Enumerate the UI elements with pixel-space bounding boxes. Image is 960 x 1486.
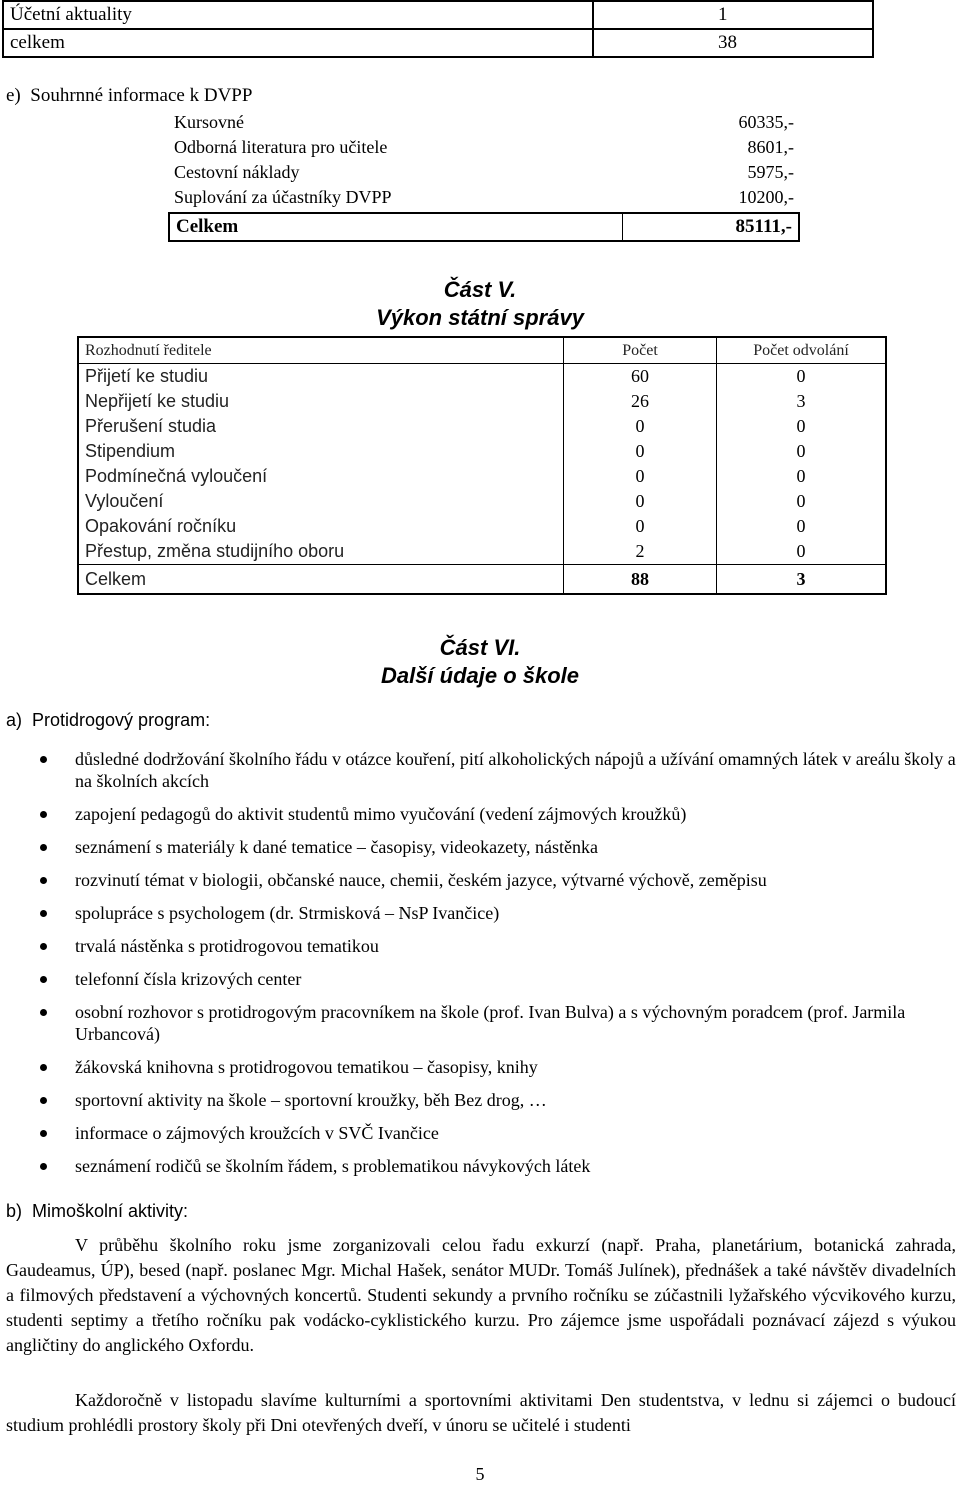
part5-title-line1: Část V.: [443, 277, 517, 302]
row-label: Suplování za účastníky DVPP: [174, 187, 392, 207]
table-row: [78, 364, 886, 390]
list-item-text: žákovská knihovna s protidrogovou tematikou – časopisy, knihy: [75, 1057, 538, 1077]
row-label: celkem: [3, 29, 593, 57]
list-item: [4, 803, 956, 825]
table-row: [3, 1, 873, 29]
row-count: 0: [564, 414, 717, 439]
list-item-text: seznámení rodičů se školním řádem, s problematikou návykových látek: [75, 1156, 591, 1176]
list-item: [4, 902, 956, 924]
bullet-icon: [40, 756, 47, 763]
total-appeals: 3: [717, 565, 887, 595]
total-label: Celkem: [78, 565, 564, 595]
row-label: Přerušení studia: [85, 416, 217, 436]
list-item: [4, 1056, 956, 1078]
row-count: 0: [564, 439, 717, 464]
row-count: 0: [564, 489, 717, 514]
paragraph-student-day: Každoročně v listopadu slavíme kulturními a sportovními aktivitami Den studentstva, v lednu si zájemci o budoucí studium prohlédli prostory školy při Dni otevřených dveří, v únoru se učitelé i studenti: [6, 1390, 956, 1435]
header-appeals: Počet odvolání: [717, 337, 887, 364]
bullet-icon: [40, 1064, 47, 1071]
list-item-text: seznámení s materiály k dané tematice – časopisy, videokazety, nástěnka: [75, 837, 598, 857]
list-item: [4, 968, 956, 990]
row-appeals: 0: [717, 364, 887, 390]
table-row: [78, 414, 886, 439]
total-value: 85111,-: [735, 216, 792, 237]
row-value: 5975,-: [747, 162, 794, 182]
list-item-text: informace o zájmových kroužcích v SVČ Ivančice: [75, 1123, 439, 1143]
state-administration-table: [77, 336, 887, 595]
row-label: Odborná literatura pro učitele: [174, 137, 388, 157]
bullet-icon: [40, 811, 47, 818]
table-header-row: [78, 337, 886, 364]
row-appeals: 0: [717, 514, 887, 539]
dvpp-heading: e) Souhrnné informace k DVPP: [6, 85, 253, 106]
row-label: Stipendium: [85, 441, 176, 461]
row-label: Vyloučení: [85, 491, 164, 511]
bullet-icon: [40, 877, 47, 884]
list-item: [4, 1089, 956, 1111]
row-value: 8601,-: [747, 137, 794, 157]
bullet-icon: [40, 844, 47, 851]
table-row: [78, 514, 886, 539]
row-appeals: 0: [717, 439, 887, 464]
row-value: 60335,-: [738, 112, 794, 132]
list-item-text: telefonní čísla krizových center: [75, 969, 302, 989]
total-label: Celkem: [169, 213, 623, 241]
list-item-text: osobní rozhovor s protidrogovým pracovníkem na škole (prof. Ivan Bulva) a s výchovným poradcem (prof. Jarmila Urbancová): [75, 1002, 906, 1044]
dvpp-total-row: [168, 212, 800, 242]
bullet-icon: [40, 1097, 47, 1104]
list-item: [4, 836, 956, 858]
bullet-icon: [40, 943, 47, 950]
row-label: Opakování ročníku: [85, 516, 237, 536]
list-item: [4, 1001, 956, 1045]
row-label: Cestovní náklady: [174, 162, 300, 182]
row-label: Přestup, změna studijního oboru: [85, 541, 345, 561]
row-value: 38: [593, 29, 873, 57]
list-item-text: rozvinutí témat v biologii, občanské nauce, chemii, českém jazyce, výtvarné výchově, zeměpisu: [75, 870, 767, 890]
part6-title-line1: Část VI.: [439, 635, 521, 660]
row-count: 0: [564, 464, 717, 489]
list-item-text: trvalá nástěnka s protidrogovou tematikou: [75, 936, 379, 956]
table-row: [78, 389, 886, 414]
table-row: [3, 29, 873, 57]
row-appeals: 0: [717, 414, 887, 439]
row-appeals: 0: [717, 464, 887, 489]
row-value: 1: [593, 1, 873, 29]
row-count: 0: [564, 514, 717, 539]
list-item: [4, 748, 956, 792]
total-count: 88: [564, 565, 717, 595]
row-appeals: 0: [717, 489, 887, 514]
table-row: [168, 185, 800, 210]
list-item: [4, 935, 956, 957]
paragraph-activities: V průběhu školního roku jsme zorganizovali celou řadu exkurzí (např. Praha, planetárium, botanická zahrada, Gaudeamus, ÚP), besed (např. poslanec Mgr. Michal Hašek, senátor MUDr. Tomáš Julínek), přednášek a také návštěv divadelních a filmových představení a výchovných koncertů. Studenti sekundy a prvního ročníku se zúčastnili lyžařského výcvikového kurzu, studenti septimy a třetího ročníku pak vodácko-cyklistického kurzu. Pro zájemce jsme uspořádali poznávací zájezd s výukou angličtiny do anglického Oxfordu.: [6, 1235, 956, 1355]
list-item-text: sportovní aktivity na škole – sportovní kroužky, běh Bez drog, …: [75, 1090, 547, 1110]
section-b-heading: b) Mimoškolní aktivity:: [6, 1201, 189, 1221]
table-row: [168, 135, 800, 160]
table-row: [78, 439, 886, 464]
row-appeals: 3: [717, 389, 887, 414]
table-row: [168, 110, 800, 135]
row-label: Kursovné: [174, 112, 244, 132]
list-item: [4, 1155, 956, 1177]
list-item-text: důsledné dodržování školního řádu v otázce kouření, pití alkoholických nápojů a užívání omamných látek v areálu školy a na školních akcích: [75, 749, 956, 791]
row-count: 26: [564, 389, 717, 414]
page-number: 5: [475, 1464, 485, 1484]
table-row: [78, 539, 886, 565]
header-count: Počet: [564, 337, 717, 364]
anti-drug-program-list: [4, 748, 956, 1188]
header-decision: Rozhodnutí ředitele: [78, 337, 564, 364]
row-label: Přijetí ke studiu: [85, 366, 209, 386]
bullet-icon: [40, 910, 47, 917]
row-label: Nepřijetí ke studiu: [85, 391, 230, 411]
dvpp-table: [168, 110, 800, 210]
part6-title-line2: Další údaje o škole: [380, 663, 580, 688]
row-count: 2: [564, 539, 717, 565]
row-value: 10200,-: [738, 187, 794, 207]
bullet-icon: [40, 976, 47, 983]
row-label: Účetní aktuality: [3, 1, 593, 29]
list-item-text: zapojení pedagogů do aktivit studentů mimo vyučování (vedení zájmových kroužků): [75, 804, 687, 824]
bullet-icon: [40, 1130, 47, 1137]
summary-table: [2, 0, 874, 58]
part5-title-line2: Výkon státní správy: [376, 305, 584, 330]
table-total-row: [78, 565, 886, 595]
bullet-icon: [40, 1163, 47, 1170]
bullet-icon: [40, 1009, 47, 1016]
row-appeals: 0: [717, 539, 887, 565]
table-row: [168, 160, 800, 185]
part5-title: [0, 276, 960, 332]
row-count: 60: [564, 364, 717, 390]
row-label: Podmínečná vyloučení: [85, 466, 268, 486]
table-row: [169, 213, 799, 241]
part6-title: [0, 634, 960, 690]
list-item-text: spolupráce s psychologem (dr. Strmisková – NsP Ivančice): [75, 903, 500, 923]
list-item: [4, 1122, 956, 1144]
table-row: [78, 464, 886, 489]
section-a-heading: a) Protidrogový program:: [6, 710, 211, 730]
table-row: [78, 489, 886, 514]
list-item: [4, 869, 956, 891]
